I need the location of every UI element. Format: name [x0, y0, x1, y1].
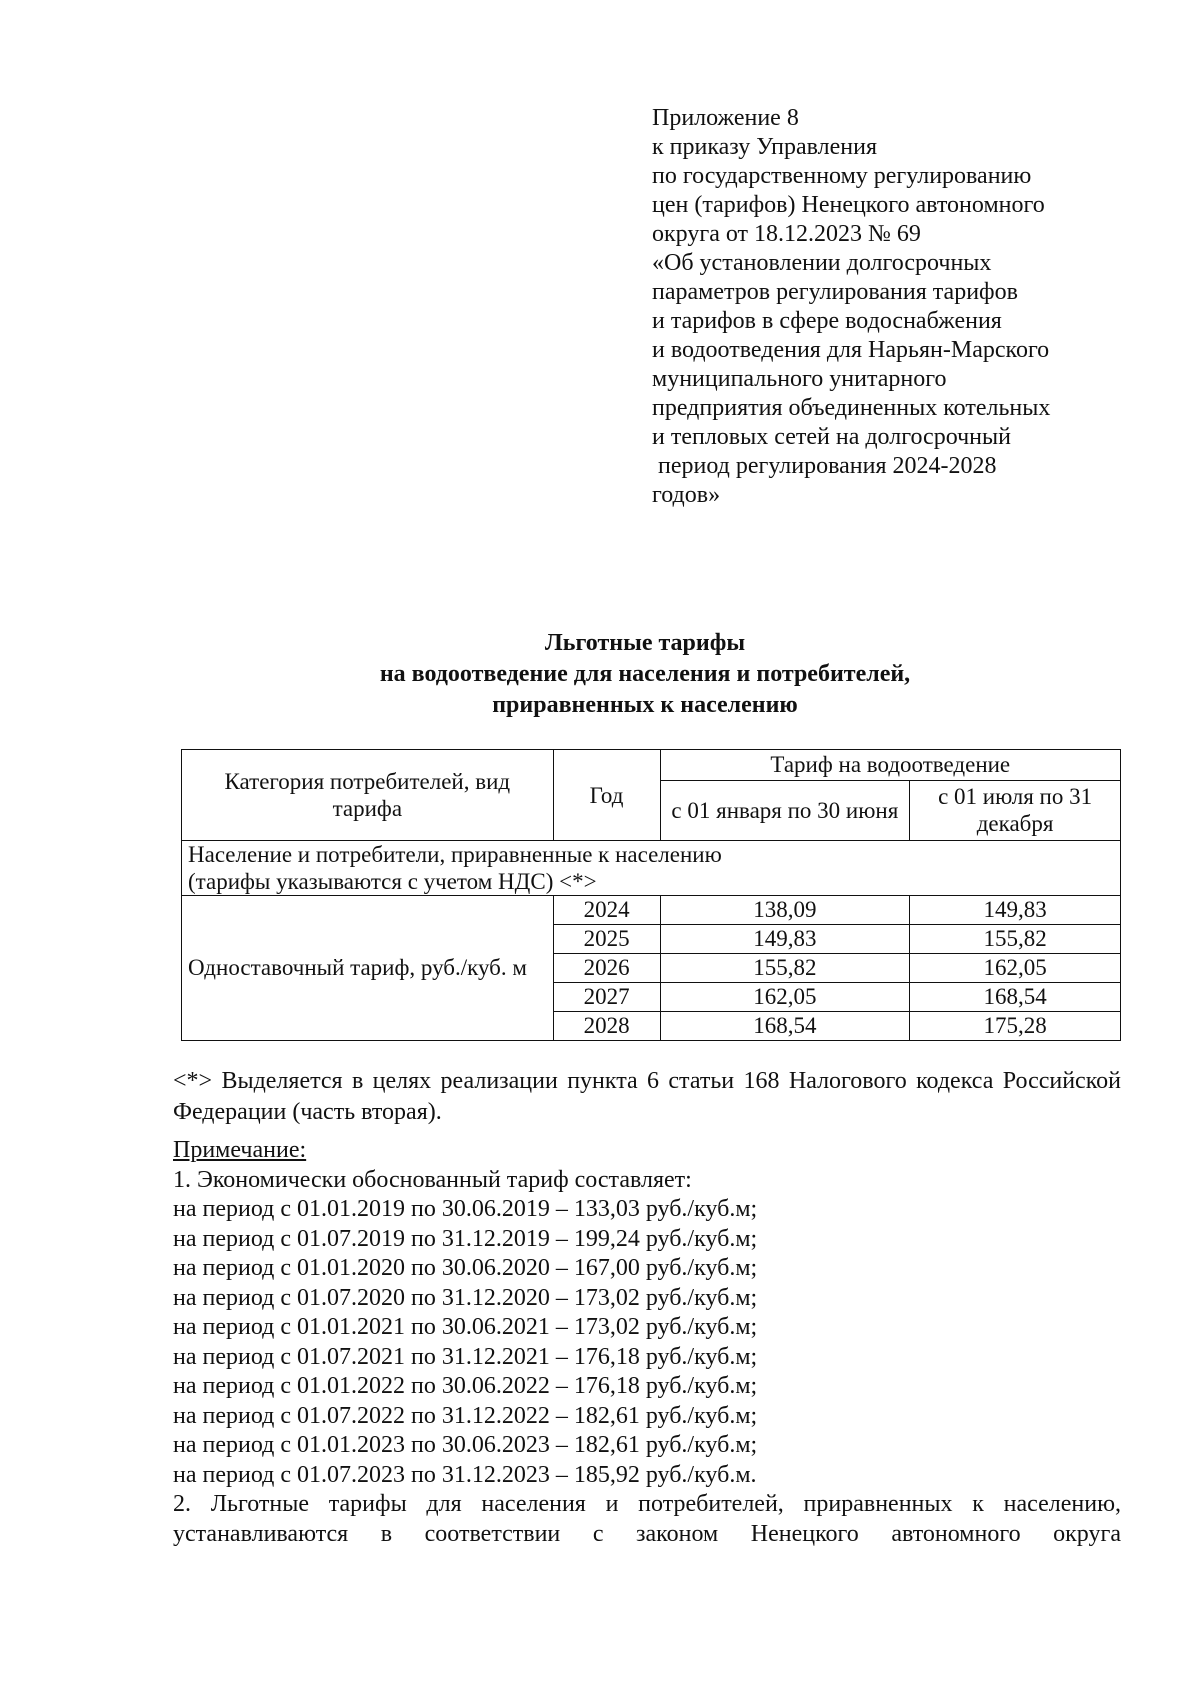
notes-section: [173, 1136, 1121, 1549]
document-title: [170, 628, 1120, 721]
year-cell: 2024: [553, 896, 660, 925]
tariff-h2-cell: 149,83: [910, 896, 1121, 925]
notes-item-1-intro: 1. Экономически обоснованный тариф составляет:: [173, 1166, 692, 1193]
header-tariff-group: Тариф на водоотведение: [660, 750, 1120, 781]
title-line: на водоотведение для населения и потребителей,: [379, 661, 911, 687]
appendix-reference: [652, 104, 1112, 510]
year-cell: 2025: [553, 925, 660, 954]
period-line: на период с 01.01.2021 по 30.06.2021 – 173,02 руб./куб.м;: [173, 1314, 758, 1340]
tariff-h1-cell: 138,09: [660, 896, 910, 925]
appendix-line: «Об установлении долгосрочных: [652, 250, 992, 276]
tariff-h2-cell: 162,05: [910, 954, 1121, 983]
appendix-line: параметров регулирования тарифов: [652, 279, 1018, 305]
tariff-h1-cell: 162,05: [660, 983, 910, 1012]
section-label-line: Население и потребители, приравненные к населению: [188, 842, 722, 867]
table-section-row: [182, 841, 1121, 896]
period-line: на период с 01.01.2022 по 30.06.2022 – 176,18 руб./куб.м;: [173, 1373, 758, 1399]
tariff-h2-cell: 168,54: [910, 983, 1121, 1012]
period-line: на период с 01.07.2021 по 31.12.2021 – 176,18 руб./куб.м;: [173, 1343, 758, 1370]
notes-heading: Примечание:: [173, 1137, 307, 1163]
header-year: Год: [553, 750, 660, 841]
appendix-line: муниципального унитарного: [652, 366, 947, 392]
year-cell: 2027: [553, 983, 660, 1012]
appendix-line: годов»: [652, 482, 721, 508]
period-line: на период с 01.07.2020 по 31.12.2020 – 173,02 руб./куб.м;: [173, 1284, 758, 1311]
title-line: приравненных к населению: [492, 692, 798, 718]
section-label: [182, 841, 1121, 896]
tariff-h2-cell: 175,28: [910, 1012, 1121, 1041]
period-line: на период с 01.01.2023 по 30.06.2023 – 182,61 руб./куб.м;: [173, 1432, 758, 1458]
title-line: Льготные тарифы: [544, 630, 746, 656]
section-label-line: (тарифы указываются с учетом НДС) <*>: [188, 869, 597, 894]
header-period-2: с 01 июля по 31 декабря: [910, 780, 1121, 840]
period-line: на период с 01.01.2020 по 30.06.2020 – 167,00 руб./куб.м;: [173, 1255, 758, 1281]
appendix-line: и тепловых сетей на долгосрочный: [652, 424, 1011, 450]
period-line: на период с 01.01.2019 по 30.06.2019 – 133,03 руб./куб.м;: [173, 1196, 758, 1222]
tariff-h2-cell: 155,82: [910, 925, 1121, 954]
table-row: [182, 896, 1121, 925]
tariff-type-cell: Одноставочный тариф, руб./куб. м: [182, 896, 554, 1041]
vat-footnote: <*> Выделяется в целях реализации пункта 6 статьи 168 Налогового кодекса Российской Федерации (часть вторая).: [173, 1068, 1121, 1125]
period-line: на период с 01.07.2019 по 31.12.2019 – 199,24 руб./куб.м;: [173, 1225, 758, 1252]
appendix-line: и тарифов в сфере водоснабжения: [652, 308, 1002, 334]
appendix-line: по государственному регулированию: [652, 163, 1032, 189]
appendix-line: период регулирования 2024-2028: [652, 453, 997, 479]
tariff-h1-cell: 168,54: [660, 1012, 910, 1041]
header-period-1: с 01 января по 30 июня: [660, 780, 910, 840]
period-line: на период с 01.07.2023 по 31.12.2023 – 185,92 руб./куб.м.: [173, 1461, 757, 1488]
tariff-h1-cell: 149,83: [660, 925, 910, 954]
year-cell: 2028: [553, 1012, 660, 1041]
notes-item-2-line: 2. Льготные тарифы для населения и потребителей, приравненных к населению,: [173, 1491, 1121, 1517]
appendix-line: к приказу Управления: [652, 134, 878, 160]
appendix-line: округа от 18.12.2023 № 69: [652, 221, 921, 247]
table-header-row: [182, 750, 1121, 781]
tariff-table: [181, 749, 1121, 1041]
appendix-line: и водоотведения для Нарьян-Марского: [652, 337, 1050, 363]
period-line: на период с 01.07.2022 по 31.12.2022 – 182,61 руб./куб.м;: [173, 1402, 758, 1429]
header-category: Категория потребителей, вид тарифа: [182, 750, 554, 841]
appendix-line: предприятия объединенных котельных: [652, 395, 1051, 421]
tariff-h1-cell: 155,82: [660, 954, 910, 983]
year-cell: 2026: [553, 954, 660, 983]
appendix-line: Приложение 8: [652, 105, 799, 131]
notes-item-2-line: устанавливаются в соответствии с законом Ненецкого автономного округа: [173, 1520, 1121, 1547]
appendix-line: цен (тарифов) Ненецкого автономного: [652, 192, 1045, 218]
